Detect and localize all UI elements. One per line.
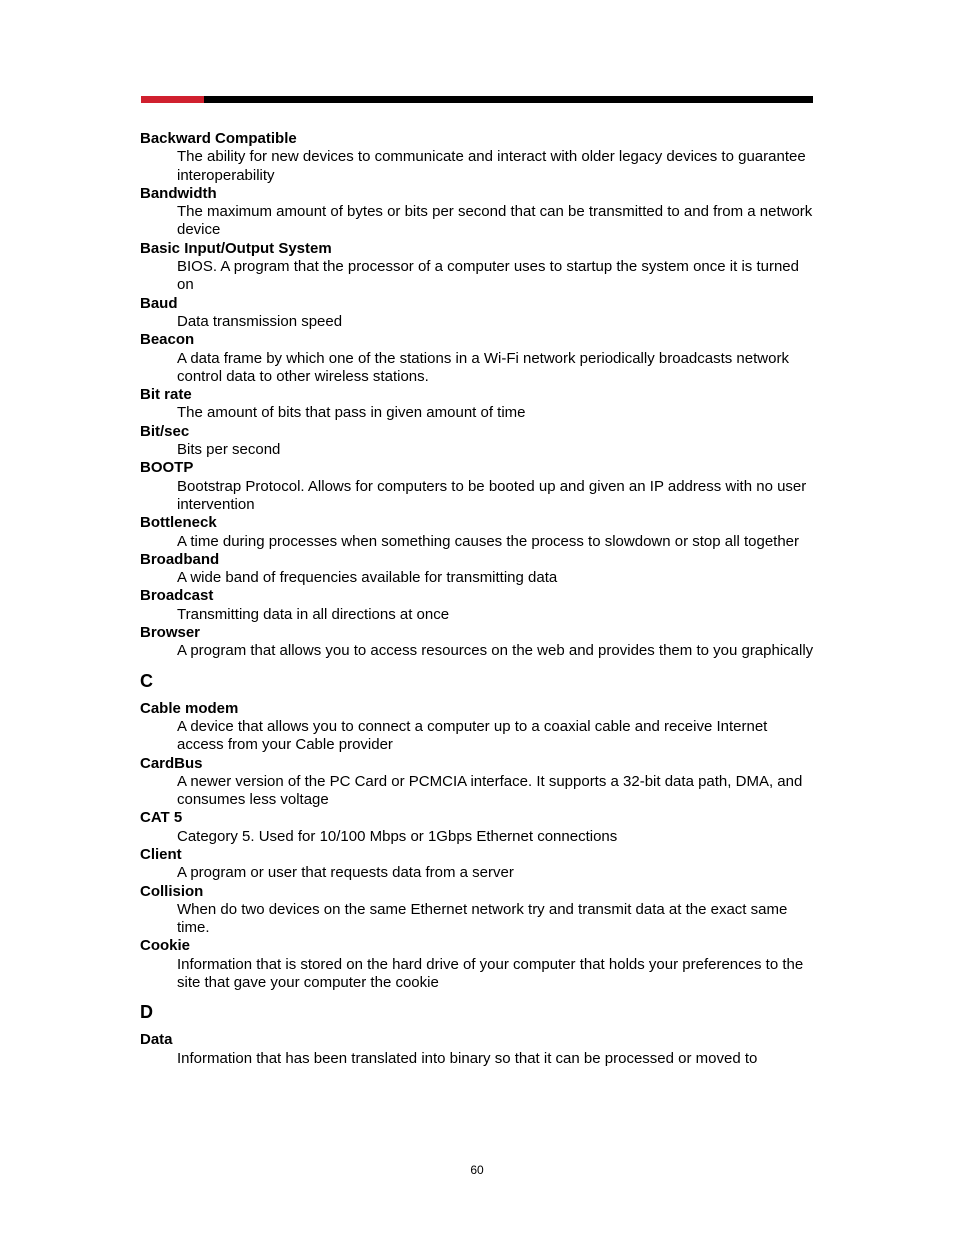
glossary-term: Broadcast (140, 587, 214, 605)
glossary-section-d (140, 1001, 816, 1068)
glossary-definition: The ability for new devices to communicate and interact with older legacy devices to guarantee interoperability (177, 148, 806, 184)
glossary-definition: Information that has been translated into binary so that it can be processed or moved to (177, 1049, 758, 1067)
glossary-term: Broadband (140, 550, 220, 568)
glossary-term: Bottleneck (140, 514, 217, 532)
glossary-term: Client (140, 845, 182, 863)
glossary-section-c (140, 670, 816, 993)
glossary-term: Bit/sec (140, 422, 190, 440)
glossary-term: Beacon (140, 331, 195, 349)
glossary-definition: A program that allows you to access resources on the web and provides them to you graphically (177, 642, 814, 660)
glossary-definition: Information that is stored on the hard drive of your computer that holds your preferences to the site that gave your computer the cookie (177, 955, 804, 992)
glossary-term: BOOTP (140, 459, 194, 477)
glossary-term: Collision (140, 882, 204, 900)
glossary-section-b (140, 130, 816, 661)
glossary-definition: A data frame by which one of the stations in a Wi-Fi network periodically broadcasts network control data to other wireless stations. (177, 349, 789, 385)
glossary-term: Cookie (140, 937, 191, 955)
glossary-definition: When do two devices on the same Ethernet network try and transmit data at the exact same time. (177, 900, 788, 937)
header-rule (141, 96, 813, 103)
header-rule-accent (141, 96, 204, 103)
glossary-term: Browser (140, 624, 201, 642)
glossary-term: Backward Compatible (140, 130, 297, 147)
glossary-definition: Bits per second (177, 441, 281, 459)
glossary-definition: A device that allows you to connect a computer up to a coaxial cable and receive Internet access from your Cable provider (177, 717, 768, 754)
glossary-term: Basic Input/Output System (140, 239, 332, 257)
section-letter: D (140, 1002, 153, 1023)
glossary-term: CardBus (140, 754, 203, 772)
glossary-term: Data (140, 1031, 173, 1049)
glossary-definition: A program or user that requests data from a server (177, 864, 514, 882)
glossary-definition: Category 5. Used for 10/100 Mbps or 1Gbps Ethernet connections (177, 827, 618, 845)
glossary-term: Baud (140, 294, 178, 312)
glossary-definition: A wide band of frequencies available for transmitting data (177, 569, 558, 587)
glossary-definition: Transmitting data in all directions at once (177, 605, 450, 623)
glossary-definition: Data transmission speed (177, 312, 343, 330)
glossary-term: Bandwidth (140, 184, 217, 202)
glossary-term: Bit rate (140, 386, 192, 404)
glossary-definition: A time during processes when something causes the process to slowdown or stop all together (177, 532, 800, 550)
glossary-term: CAT 5 (140, 809, 183, 827)
section-letter: C (140, 670, 153, 691)
page-number: 60 (470, 1163, 484, 1177)
glossary-definition: The maximum amount of bytes or bits per second that can be transmitted to and from a network device (177, 203, 813, 239)
glossary-term: Cable modem (140, 699, 239, 717)
glossary-content (140, 130, 816, 1068)
glossary-definition: Bootstrap Protocol. Allows for computers to be booted up and given an IP address with no user intervention (177, 477, 807, 513)
glossary-definition: The amount of bits that pass in given amount of time (177, 404, 526, 422)
glossary-definition: A newer version of the PC Card or PCMCIA interface. It supports a 32-bit data path, DMA, and consumes less voltage (177, 772, 803, 809)
glossary-definition: BIOS. A program that the processor of a computer uses to startup the system once it is turned on (177, 258, 799, 294)
